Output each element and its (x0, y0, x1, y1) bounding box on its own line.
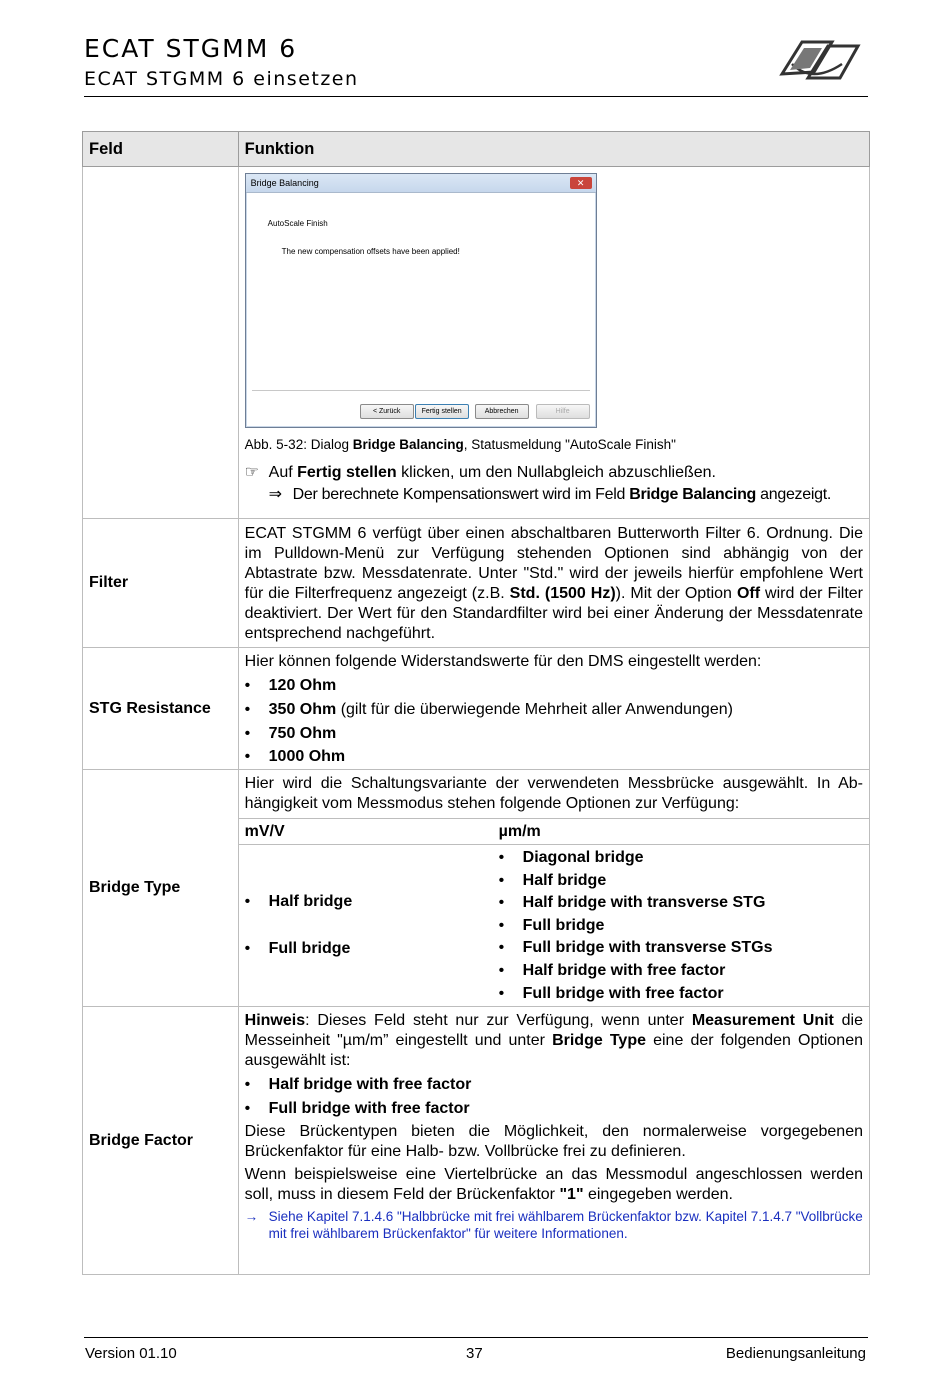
header-rule (84, 96, 868, 97)
action-instruction: ☞ Auf Fertig stellen klicken, um den Nullabgleich abzuschließen. (244, 464, 716, 481)
footer-page-number: 37 (466, 1345, 483, 1362)
pointing-hand-icon: ☞ (244, 464, 259, 481)
column-um-per-m: µm/m (499, 819, 869, 845)
list-item: • Diagonal bridge (498, 849, 644, 866)
column-header-feld: Feld (83, 132, 239, 167)
arrow-right-icon: → (244, 1209, 259, 1225)
filter-description: ECAT STGMM 6 verfügt über einen abschaltbaren Butterworth Filter 6. Ordnung. Die im Pulldown-Menü zur Verfügung stehenden Optionen sind abhängig von der Abtastrate bzw. Messdatenrate. Unter "Std." wird der jeweils hierfür empfohlene Wert für die Filterfrequenz angezeigt (z.B. Std. (1500 Hz)). Mit der Option Off wird der Filter deaktiviert. Der Wert für den Standardfilter wird bei einer Änderung der Messdatenrate entsprechend nachgeführt. (238, 519, 869, 648)
document-title: ECAT STGMM 6 (84, 34, 298, 63)
list-item: • Full bridge with transverse STGs (498, 939, 773, 957)
list-item: • Half bridge with free factor (498, 961, 726, 979)
dialog-title: Bridge Balancing (246, 174, 596, 193)
list-item: • Half bridge with transverse STG (498, 894, 766, 912)
back-button: < Zurück (360, 404, 414, 419)
finish-button: Fertig stellen (415, 404, 469, 419)
bridge-factor-description (238, 1007, 869, 1275)
footer-document-type: Bedienungsanleitung (725, 1345, 866, 1362)
footer-rule (84, 1337, 868, 1338)
list-item: • Full bridge with free factor (244, 1100, 470, 1118)
figure-caption: Abb. 5-32: Dialog Bridge Balancing, Statusmeldung "AutoScale Finish" (244, 437, 676, 452)
help-button: Hilfe (536, 404, 590, 419)
field-stg-resistance: STG Resistance (83, 648, 239, 770)
column-mv-per-v: mV/V (239, 819, 499, 845)
cancel-button: Abbrechen (475, 404, 529, 419)
bridge-type-intro: Hier wird die Schaltungsvariante der verwendeten Messbrücke ausgewählt. In Abhängigkeit vom Messmodus stehen folgende Optionen zur Verfügung: (244, 775, 863, 812)
bridge-factor-paragraph: Diese Brückentypen bieten die Möglichkeit, den normalerweise vorgegebenen Brückenfaktor für eine Halb- bzw. Vollbrücke frei zu definieren. (244, 1123, 863, 1161)
column-header-funktion: Funktion (238, 132, 869, 167)
chapter-reference-link[interactable]: → Siehe Kapitel 7.1.4.6 "Halbbrücke mit frei wählbarem Brückenfaktor bzw. Kapitel 7.1.4.7 "Vollbrücke mit frei wählbarem Brückenfaktor" für weitere Informationen. (244, 1209, 863, 1242)
list-item: • Full bridge (244, 940, 351, 958)
list-item: • 750 Ohm (244, 725, 337, 742)
document-subtitle: ECAT STGMM 6 einsetzen (84, 68, 359, 90)
dialog-divider (252, 390, 590, 391)
close-icon: ✕ (570, 177, 592, 189)
footer-version: Version 01.10 (85, 1345, 177, 1362)
list-item: • Full bridge with free factor (498, 984, 724, 1002)
field-function-table (82, 131, 870, 1275)
list-item: • Half bridge (498, 871, 607, 889)
dialog-description-cell (238, 167, 869, 519)
list-item: • Full bridge (498, 916, 605, 934)
action-result: ⇒ Der berechnete Kompensationswert wird im Feld Bridge Balancing angezeigt. (268, 486, 831, 503)
bridge-type-options (239, 818, 869, 1006)
dialog-subtitle: AutoScale Finish (267, 219, 328, 228)
list-item: • 1000 Ohm (244, 748, 346, 765)
bridge-balancing-dialog-screenshot (245, 173, 597, 428)
stg-resistance-description (238, 648, 869, 770)
dialog-message: The new compensation offsets have been applied! (281, 247, 460, 256)
empty-field-cell (83, 167, 239, 519)
bridge-type-description (238, 770, 869, 1007)
field-bridge-type: Bridge Type (83, 770, 239, 1007)
list-item: • Half bridge with free factor (244, 1076, 472, 1094)
bridge-factor-note: Hinweis: Dieses Feld steht nur zur Verfügung, wenn unter Measurement Unit die Messeinheit "µm/m” eingestellt und unter Bridge Type eine der folgenden Optionen ausgewählt ist: (244, 1012, 864, 1070)
company-logo-icon (772, 34, 868, 88)
bridge-factor-example: Wenn beispielsweise eine Viertelbrücke an das Messmodul angeschlossen werden soll, muss in diesem Feld der Brückenfaktor "1" eingegeben werden. (244, 1166, 863, 1204)
mv-options (239, 845, 499, 1007)
um-options (499, 845, 869, 1007)
double-arrow-icon: ⇒ (268, 486, 283, 503)
list-item: • Half bridge (244, 893, 353, 911)
field-filter: Filter (83, 519, 239, 648)
field-bridge-factor: Bridge Factor (83, 1007, 239, 1275)
list-item: • 120 Ohm (244, 677, 337, 694)
list-item: • 350 Ohm (gilt für die überwiegende Mehrheit aller Anwendungen) (244, 701, 733, 718)
stg-intro: Hier können folgende Widerstandswerte für den DMS eingestellt werden: (244, 653, 762, 670)
